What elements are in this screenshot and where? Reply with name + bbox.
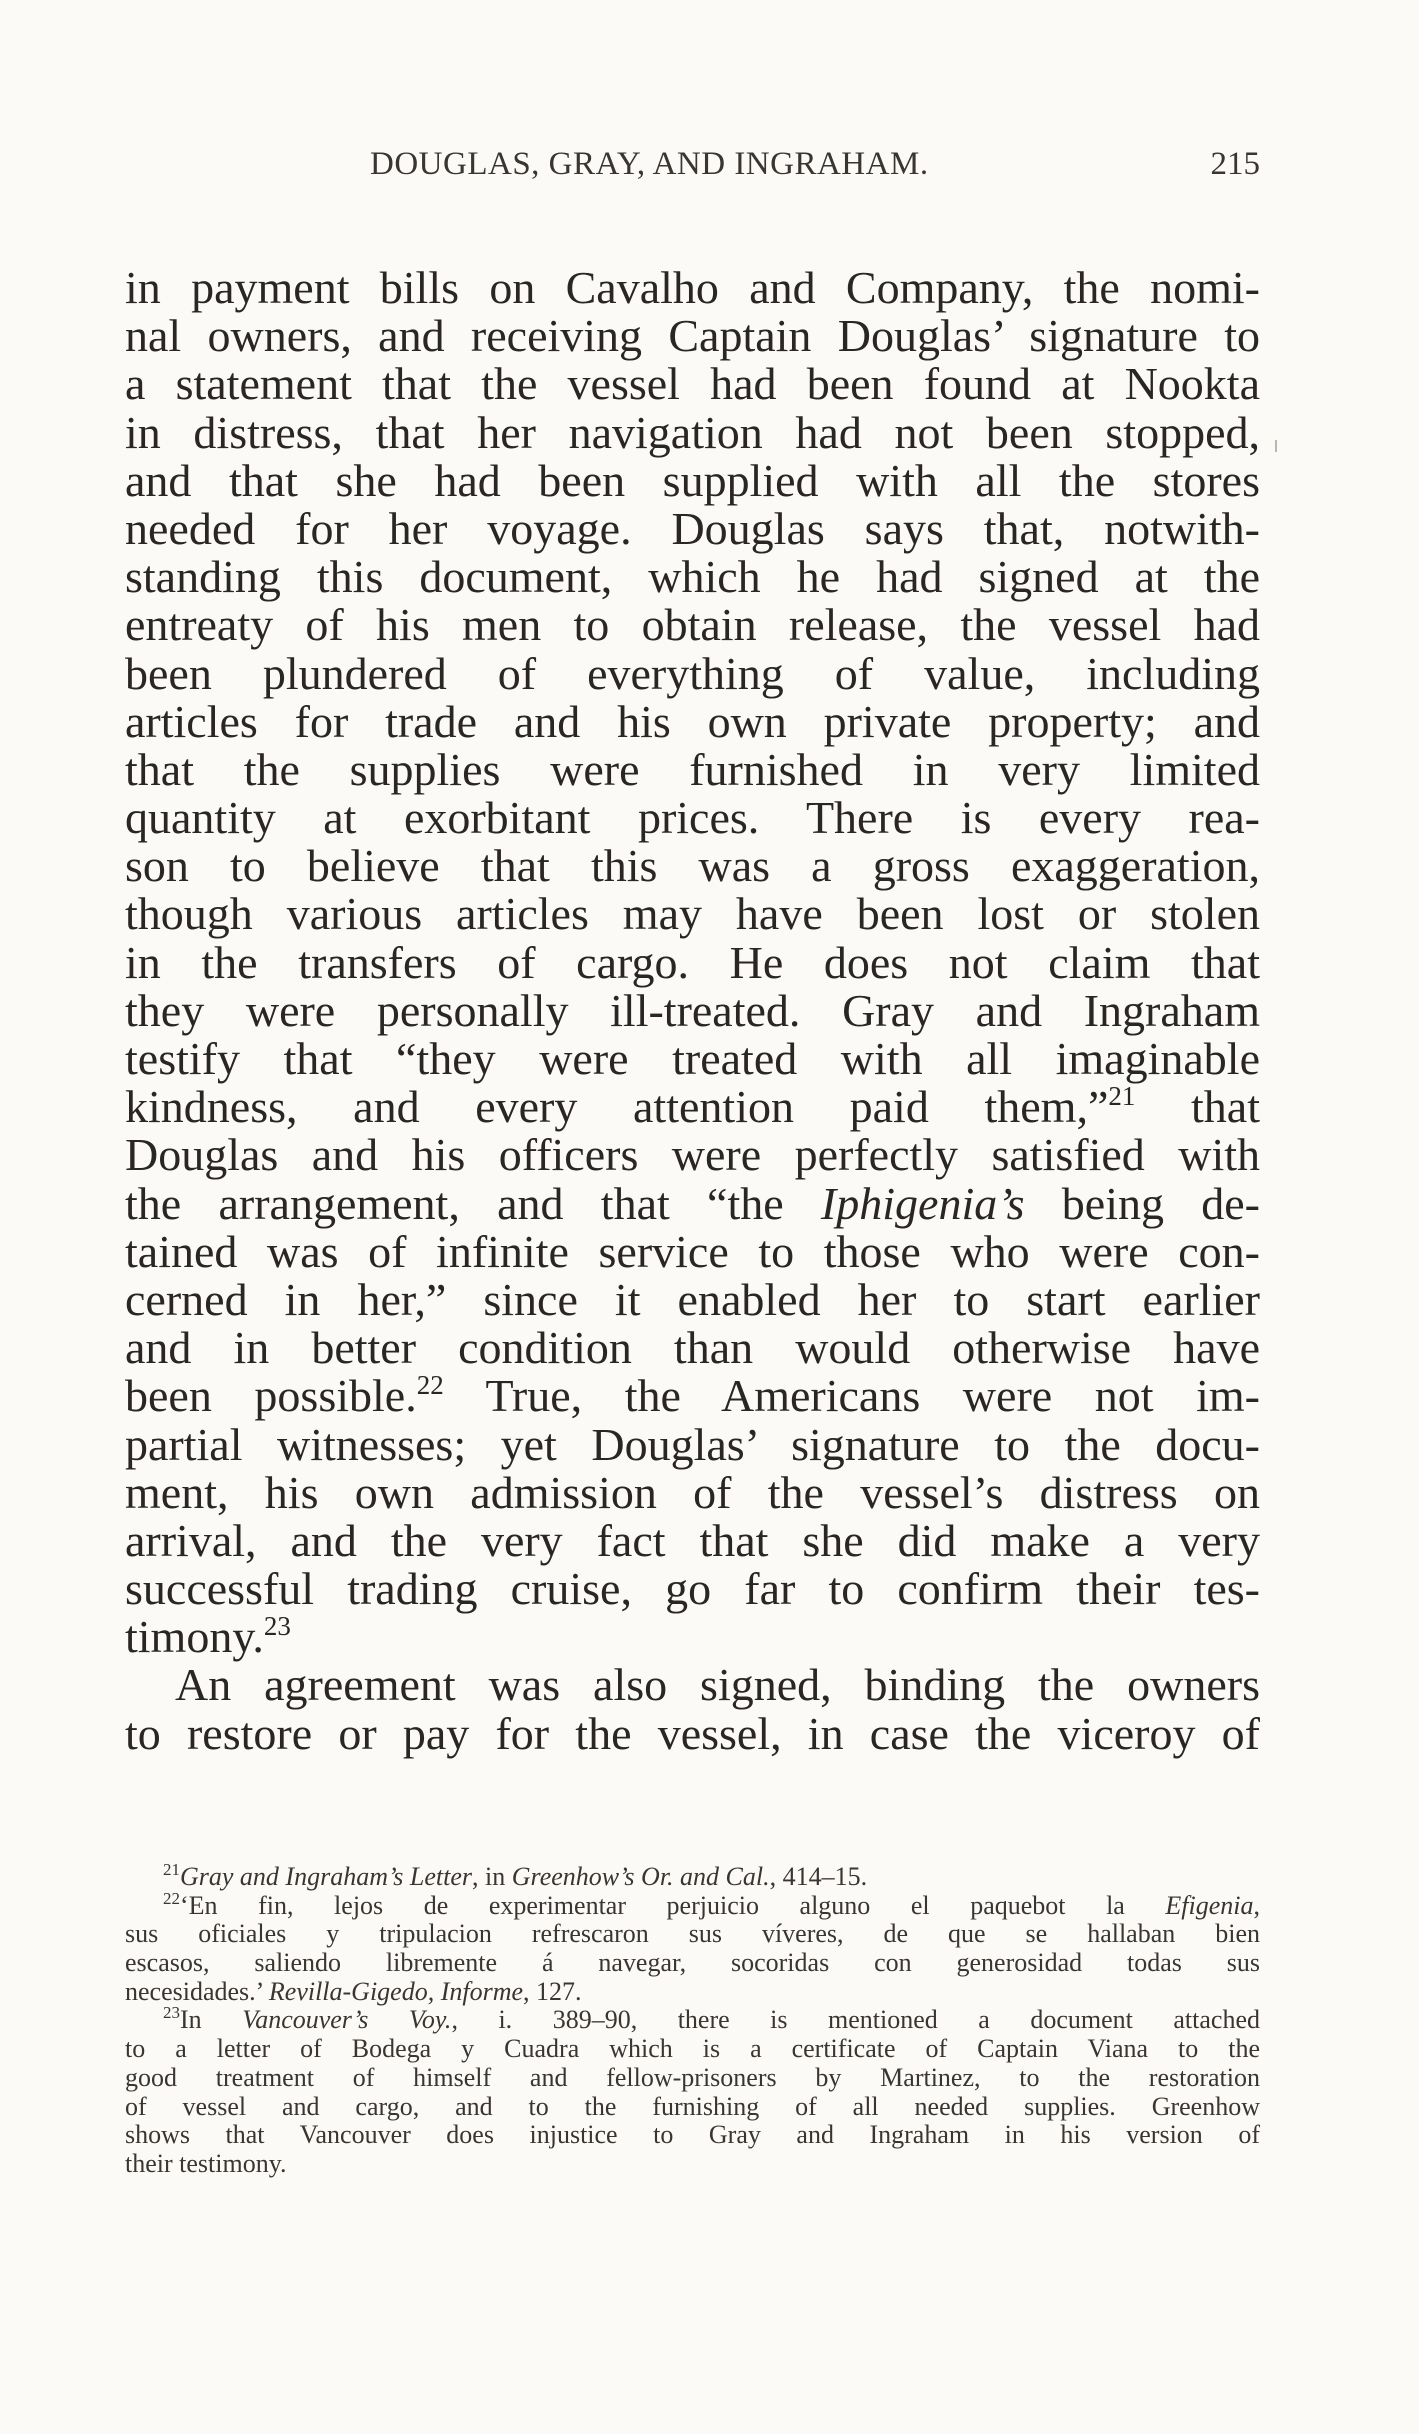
text-segment: and in better condition than would otherwise have (125, 1322, 1260, 1374)
text-segment: a statement that the vessel had been found at Nookta (125, 358, 1260, 410)
text-segment: been possible. (125, 1370, 417, 1422)
text-segment: tained was of infinite service to those who were con- (125, 1225, 1260, 1277)
footnote (125, 2003, 1261, 2178)
text-segment: standing this document, which he had signed at the (125, 551, 1260, 603)
footnote-line (125, 1920, 1260, 1949)
footnote-reference: 23 (263, 1611, 291, 1642)
page-number: 215 (1210, 146, 1260, 182)
footnote-reference: 22 (416, 1370, 444, 1401)
text-segment: timony. (125, 1611, 264, 1663)
text-line (125, 1466, 1260, 1518)
text-line (125, 1613, 1260, 1661)
text-line (125, 454, 1260, 506)
text-line (125, 553, 1260, 601)
text-segment: escasos, saliendo libremente á navegar, socoridas con generosidad todas sus (125, 1948, 1260, 1978)
text-segment: in distress, that her navigation had not been stopped, (125, 406, 1260, 458)
running-head: DOUGLAS, GRAY, AND INGRAHAM. (370, 146, 929, 182)
page-header (125, 146, 1260, 196)
text-segment: , in (472, 1862, 512, 1891)
text-segment: An agreement was also signed, binding the owners (175, 1659, 1260, 1711)
text-segment: necesidades.’ (125, 1976, 269, 2006)
text-segment: to a letter of Bodega y Cuadra which is a certificate of Captain Viana to the (125, 2034, 1260, 2064)
text-segment: , i. 389–90, there is mentioned a document attached (451, 2005, 1261, 2035)
footnote-line (125, 2035, 1260, 2064)
text-line (125, 1035, 1260, 1083)
text-segment: , 414–15. (769, 1862, 868, 1891)
text-line (125, 1177, 1260, 1229)
footnotes (125, 1860, 1261, 2179)
text-segment: articles for trade and his own private property; and (125, 695, 1260, 747)
italic-text: Greenhow’s Or. and Cal. (511, 1862, 770, 1891)
text-segment: the arrangement, and that “the (125, 1177, 821, 1229)
italic-text: Vancouver’s Voy. (242, 2005, 452, 2035)
text-line (125, 1225, 1260, 1277)
text-segment: nal owners, and receiving Captain Douglas’ signature to (125, 310, 1260, 362)
text-line (125, 1372, 1260, 1420)
footnote-line (125, 2003, 1261, 2035)
text-line (125, 1418, 1260, 1470)
text-segment: and that she had been supplied with all the stores (125, 454, 1260, 506)
footnote-line (125, 1978, 1260, 2007)
text-segment: they were personally ill-treated. Gray and Ingraham (125, 984, 1260, 1036)
text-line (125, 794, 1260, 842)
footnote-number: 23 (163, 2003, 180, 2023)
text-line (125, 647, 1260, 699)
text-segment: needed for her voyage. Douglas says that, notwith- (125, 502, 1260, 554)
text-segment: good treatment of himself and fellow-prisoners by Martinez, to the restoration (125, 2062, 1260, 2092)
text-line (125, 890, 1260, 938)
footnote-reference: 21 (1108, 1081, 1136, 1112)
text-line (125, 1273, 1260, 1325)
text-line (125, 842, 1260, 890)
footnote-line (125, 2121, 1260, 2150)
italic-text: Gray and Ingraham’s Letter (180, 1862, 473, 1891)
italic-text: Iphigenia’s (820, 1177, 1025, 1229)
text-line (125, 695, 1260, 747)
text-line (125, 984, 1260, 1036)
footnote-line (125, 1888, 1260, 1921)
text-segment: ‘En fin, lejos de experimentar perjuicio alguno el paquebot la (180, 1890, 1166, 1920)
footnote-line (125, 1949, 1260, 1978)
footnote-line (125, 2150, 1260, 2179)
text-line (125, 406, 1260, 458)
footnote-line (125, 1860, 1260, 1892)
text-segment: sus oficiales y tripulacion refrescaron sus víveres, de que se hallaban bien (125, 1919, 1260, 1949)
footnote (125, 1860, 1260, 1892)
text-line (125, 1661, 1260, 1709)
footnote-line (125, 2093, 1260, 2122)
text-line (125, 1083, 1260, 1131)
text-segment: in the transfers of cargo. He does not claim that (125, 936, 1260, 988)
text-line (125, 264, 1260, 312)
text-line (125, 360, 1260, 408)
text-segment: being de- (1024, 1177, 1260, 1229)
text-segment: that the supplies were furnished in very limited (125, 743, 1260, 795)
text-segment: of vessel and cargo, and to the furnishing of all needed supplies. Greenhow (125, 2091, 1260, 2121)
text-segment: ment, his own admission of the vessel’s distress on (125, 1466, 1260, 1518)
text-line (125, 1324, 1260, 1372)
text-line (125, 743, 1260, 795)
text-segment: In (180, 2005, 243, 2035)
text-segment: in payment bills on Cavalho and Company, the nomi- (125, 262, 1260, 313)
footnote-line (125, 2064, 1260, 2093)
text-segment: cerned in her,” since it enabled her to start earlier (125, 1273, 1260, 1325)
text-segment: testify that “they were treated with all imaginable (125, 1033, 1260, 1084)
text-segment: Douglas and his officers were perfectly satisfied with (125, 1129, 1260, 1181)
text-segment: kindness, and every attention paid them,” (125, 1081, 1109, 1133)
footnote-number: 21 (163, 1860, 180, 1879)
text-segment: partial witnesses; yet Douglas’ signature to the docu- (125, 1418, 1260, 1470)
text-segment: been plundered of everything of value, including (125, 647, 1260, 699)
italic-text: Efigenia (1165, 1890, 1254, 1920)
text-segment: that (1135, 1081, 1260, 1133)
footnote (125, 1888, 1260, 2007)
footnote-number: 22 (163, 1888, 180, 1908)
text-line (125, 312, 1260, 360)
text-segment: though various articles may have been lost or stolen (125, 888, 1260, 940)
text-line (125, 1707, 1260, 1759)
margin-speck (1275, 440, 1277, 452)
text-line (125, 1565, 1260, 1613)
body-text (125, 264, 1260, 1758)
text-segment: , 127. (523, 1976, 582, 2006)
text-segment: True, the Americans were not im- (443, 1370, 1260, 1422)
text-line (125, 502, 1260, 554)
text-segment: successful trading cruise, go far to confirm their tes- (125, 1563, 1260, 1615)
text-segment: their testimony. (125, 2148, 287, 2178)
text-segment: , (1253, 1890, 1260, 1920)
text-segment: son to believe that this was a gross exaggeration, (125, 840, 1260, 892)
text-line (125, 936, 1260, 988)
italic-text: Revilla-Gigedo, Informe (268, 1976, 524, 2006)
text-line (125, 1514, 1260, 1566)
text-segment: entreaty of his men to obtain release, the vessel had (125, 599, 1260, 651)
text-segment: quantity at exorbitant prices. There is every rea- (125, 792, 1260, 844)
text-line (125, 1131, 1260, 1179)
text-segment: shows that Vancouver does injustice to Gray and Ingraham in his version of (125, 2120, 1260, 2150)
text-line (125, 601, 1260, 649)
text-segment: to restore or pay for the vessel, in case the viceroy of (125, 1707, 1260, 1759)
text-segment: arrival, and the very fact that she did make a very (125, 1514, 1260, 1566)
